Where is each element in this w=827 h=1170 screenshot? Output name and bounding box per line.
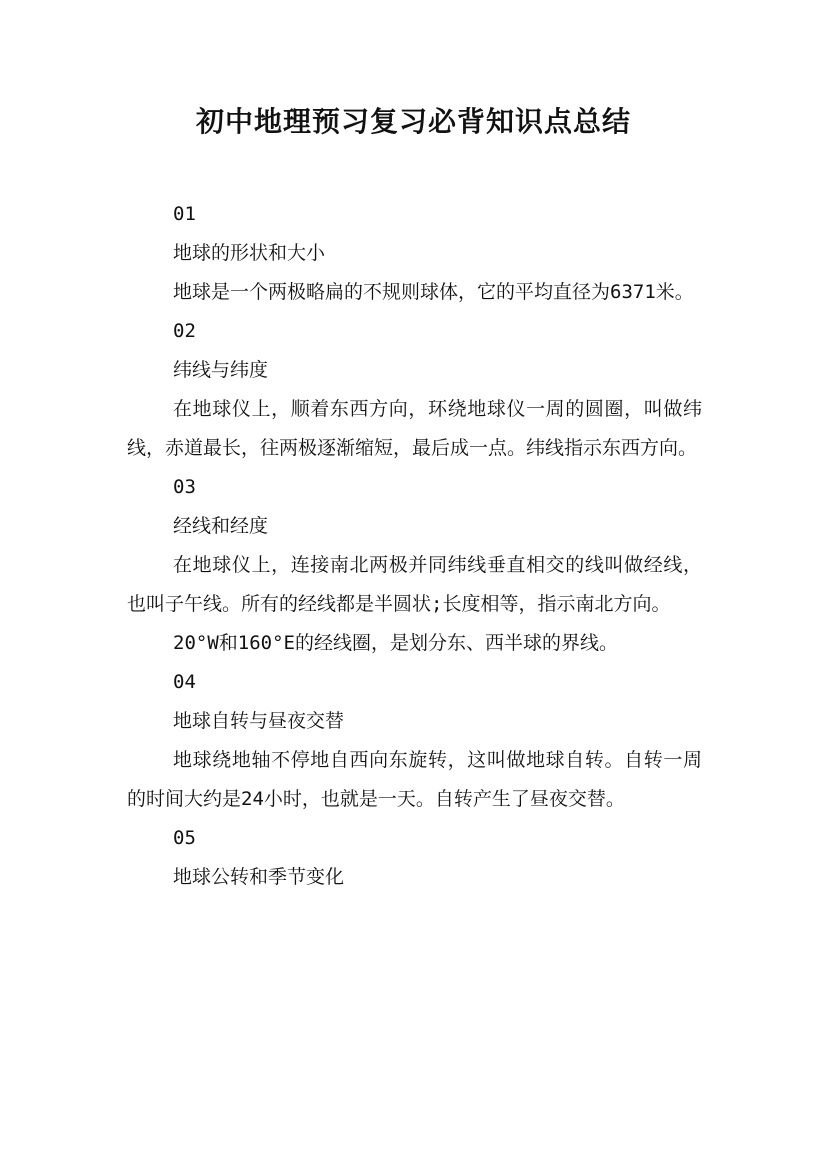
document-title: 初中地理预习复习必背知识点总结 xyxy=(195,105,631,138)
section-heading: 地球的形状和大小 xyxy=(173,242,326,264)
section-heading: 地球自转与昼夜交替 xyxy=(173,710,345,732)
section-heading: 地球公转和季节变化 xyxy=(173,866,345,888)
section-number-02: 02 xyxy=(173,320,196,342)
section-number-03: 03 xyxy=(173,476,196,498)
paragraph: 地球绕地轴不停地自西向东旋转，这叫做地球自转。自转一周的时间大约是24小时，也就是一天。自转产生了昼夜交替。 xyxy=(127,749,702,810)
section-number-04: 04 xyxy=(173,671,196,693)
paragraph: 在地球仪上，连接南北两极并同纬线垂直相交的线叫做经线，也叫子午线。所有的经线都是半圆状;长度相等，指示南北方向。 xyxy=(127,554,702,615)
section-number-05: 05 xyxy=(173,827,196,849)
paragraph: 20°W和160°E的经线圈，是划分东、西半球的界线。 xyxy=(173,632,618,654)
section-heading: 纬线与纬度 xyxy=(173,359,269,381)
paragraph: 在地球仪上，顺着东西方向，环绕地球仪一周的圆圈，叫做纬线，赤道最长，往两极逐渐缩短，最后成一点。纬线指示东西方向。 xyxy=(127,398,702,459)
document-body xyxy=(127,195,702,897)
section-heading: 经线和经度 xyxy=(173,515,269,537)
paragraph: 地球是一个两极略扁的不规则球体，它的平均直径为6371米。 xyxy=(173,281,694,303)
section-number-01: 01 xyxy=(173,203,196,225)
